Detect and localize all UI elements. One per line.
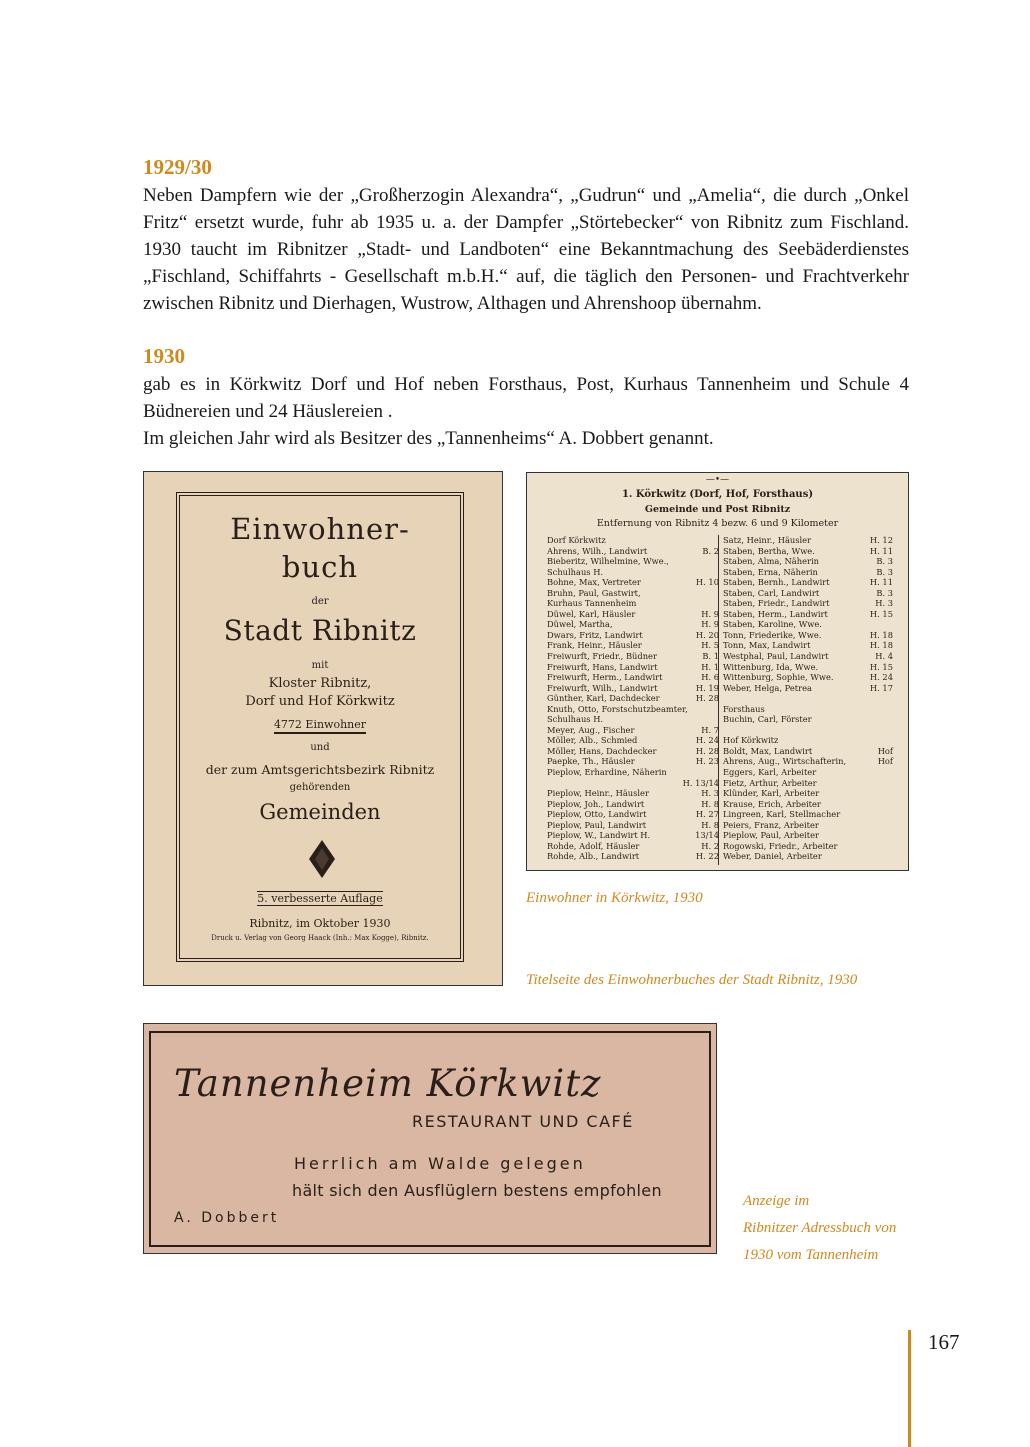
register-entry-house: H. 8 (701, 798, 719, 809)
register-entry (547, 609, 719, 620)
register-entry-name: Kurhaus Tannenheim (547, 598, 637, 609)
register-entry-name: Westphal, Paul, Landwirt (723, 651, 829, 662)
register-entry-name: Dorf Körkwitz (547, 535, 606, 545)
register-entry-name: Fietz, Arthur, Arbeiter (723, 777, 817, 788)
register-entry (723, 546, 893, 557)
caption-ad-line3: 1930 vom Tannenheim (743, 1247, 879, 1263)
register-entry-house: H. 12 (869, 535, 893, 545)
register-entry-name: Staben, Carl, Landwirt (723, 587, 820, 598)
register-entry-name: Paepke, Th., Häusler (547, 756, 635, 767)
page-number-bar (908, 1330, 911, 1447)
ad-subtitle: RESTAURANT UND CAFÉ (412, 1112, 634, 1131)
register-entry-name: Knuth, Otto, Forstschutzbeamter, (547, 703, 688, 714)
register-entry (723, 809, 893, 820)
advertisement-image (143, 1023, 717, 1254)
register-entry-house: H. 24 (695, 735, 719, 746)
register-entry (547, 799, 719, 810)
register-column-left (547, 535, 719, 862)
register-entry-name: Boldt, Max, Landwirt (723, 745, 813, 756)
register-entry-house: H. 8 (701, 819, 719, 830)
register-entry (547, 693, 719, 704)
register-entry (547, 535, 719, 546)
ad-owner: A. Dobbert (174, 1210, 280, 1226)
register-entry-name: Meyer, Aug., Fischer (547, 724, 635, 735)
register-entry (547, 588, 719, 599)
register-entry-house: H. 27 (695, 809, 719, 820)
title-gehoerend: gehörenden (289, 782, 351, 793)
title-mit: mit (311, 660, 329, 671)
register-entry-name: Dwars, Fritz, Landwirt (547, 629, 643, 640)
register-entry-house: H. 28 (695, 693, 719, 704)
register-entry-name: Staben, Herm., Landwirt (723, 608, 828, 619)
ad-line1: Herrlich am Walde gelegen (294, 1154, 586, 1173)
register-header1: 1. Körkwitz (Dorf, Hof, Forsthaus) (621, 489, 814, 500)
register-entry-name: Bohne, Max, Vertreter (547, 577, 641, 588)
register-entry (547, 556, 719, 567)
page-number: 167 (928, 1330, 960, 1354)
register-entry-house: Hof (877, 756, 893, 767)
register-entry-house: H. 7 (701, 724, 719, 735)
register-header3: Entfernung von Ribnitz 4 bezw. 6 und 9 Kilometer (596, 518, 839, 529)
ad-name: Tannenheim Körkwitz (174, 1062, 602, 1105)
register-entry (723, 799, 893, 810)
title-und: und (310, 742, 330, 753)
title-der: der (311, 596, 329, 607)
register-entry (723, 672, 893, 683)
register-entry-name: Rogowski, Friedr., Arbeiter (723, 840, 838, 851)
register-entry (723, 567, 893, 578)
register-entry (547, 683, 719, 694)
caption-ad-line1: Anzeige im (743, 1193, 810, 1209)
register-entry-name: Pieplow, Paul, Landwirt (547, 819, 647, 830)
register-entry (547, 619, 719, 630)
register-entry (723, 788, 893, 799)
register-entry-house: H. 4 (875, 651, 893, 662)
register-entry-name: Rohde, Adolf, Häusler (547, 840, 640, 851)
register-entry (547, 672, 719, 683)
title-page-image (143, 471, 503, 986)
register-entry-house: H. 5 (701, 640, 719, 651)
register-entry-name: Buchin, Carl, Förster (723, 714, 812, 725)
register-entry (723, 630, 893, 641)
register-entry-house: H. 17 (869, 682, 893, 693)
register-entry-name: Staben, Bertha, Wwe. (723, 545, 815, 556)
register-entry (547, 567, 719, 578)
register-entry-name: Pieplow, Joh., Landwirt (547, 798, 645, 809)
register-entry (723, 725, 893, 736)
register-entry-house: B. 2 (702, 545, 719, 556)
register-entry (723, 619, 893, 630)
register-entry (547, 830, 719, 841)
register-entry-name: Staben, Erna, Näherin (723, 566, 818, 577)
register-entry-name: Wittenburg, Sophie, Wwe. (723, 672, 834, 683)
register-entry (723, 598, 893, 609)
register-entry (547, 788, 719, 799)
register-entry-house: H. 3 (875, 598, 893, 609)
register-entry (547, 598, 719, 609)
register-entry-name: Tonn, Max, Landwirt (723, 640, 811, 651)
register-entry-name: Möller, Hans, Dachdecker (547, 745, 657, 756)
register-entry-name: Pieplow, Otto, Landwirt (547, 809, 647, 820)
register-entry-house: H. 3 (701, 788, 719, 799)
register-entry (723, 767, 893, 778)
register-entry (723, 851, 893, 862)
register-entry-name: Ahrens, Aug., Wirtschafterin, (723, 756, 847, 767)
title-gemeinden: Gemeinden (259, 800, 381, 824)
register-entry-name: Düwel, Karl, Häusler (547, 608, 636, 619)
register-entry-house: H. 24 (869, 672, 893, 683)
register-entry (723, 683, 893, 694)
section-heading-1929-30: 1929/30 (143, 155, 212, 179)
register-entry (723, 535, 893, 546)
register-entry-name: Freiwurft, Hans, Landwirt (547, 661, 658, 672)
register-ornament: —•— (705, 475, 730, 485)
register-entry-house: H. 15 (869, 661, 893, 672)
register-entry (547, 630, 719, 641)
title-verlag: Druck u. Verlag von Georg Haack (Inh.: Max Kogge), Ribnitz. (211, 934, 429, 942)
title-dorf: Dorf und Hof Körkwitz (245, 694, 395, 709)
register-entry (547, 704, 719, 715)
title-auflage (180, 892, 460, 905)
register-entry (547, 725, 719, 736)
register-entry (547, 577, 719, 588)
register-entry (547, 820, 719, 831)
register-entry (547, 651, 719, 662)
register-entry (547, 809, 719, 820)
register-entry (723, 756, 893, 767)
caption-title-page: Titelseite des Einwohnerbuches der Stadt Ribnitz, 1930 (526, 972, 858, 988)
register-entry-name: Hof Körkwitz (723, 735, 779, 746)
register-entry (723, 609, 893, 620)
register-entry-house: H. 18 (869, 629, 893, 640)
register-entry-house: B. 3 (876, 556, 893, 567)
register-entry (723, 577, 893, 588)
register-entry-name: Klünder, Karl, Arbeiter (723, 788, 820, 799)
register-entry (547, 735, 719, 746)
register-entry-house: Hof (877, 745, 893, 756)
register-entry (723, 830, 893, 841)
caption-ad (743, 1188, 896, 1269)
paragraph-line1: gab es in Körkwitz Dorf und Hof neben Forsthaus, Post, Kurhaus Tannenheim und Schule 4 Büdnereien und 24 Häuslereien . (143, 374, 909, 422)
register-entry-house: H. 15 (869, 608, 893, 619)
register-entry-house: H. 13/14 (682, 777, 719, 788)
register-entry (547, 778, 719, 789)
register-entry (547, 851, 719, 862)
title-line2: buch (281, 550, 359, 584)
register-entry-house: H. 9 (701, 619, 719, 630)
register-entry-name: Wittenburg, Ida, Wwe. (723, 661, 819, 672)
register-entry (723, 820, 893, 831)
register-entry (723, 841, 893, 852)
register-entry-name: Staben, Alma, Näherin (723, 556, 819, 567)
register-entry-house: H. 19 (695, 682, 719, 693)
register-entry-name: Lingreen, Karl, Stellmacher (723, 809, 841, 820)
register-entry-house: B. 1 (702, 651, 719, 662)
register-entry (723, 640, 893, 651)
title-kloster: Kloster Ribnitz, (268, 676, 372, 691)
register-entry-house: H. 11 (869, 545, 893, 556)
register-entry-house: H. 18 (869, 640, 893, 651)
paragraph: Neben Dampfern wie der „Großherzogin Alexandra“, „Gudrun“ und „Amelia“, die durch „Onkel Fritz“ ersetzt wurde, fuhr ab 1935 u. a. der Dampfer „Störtebecker“ von Ribnitz zum Fischland. 1930 taucht im Ribnitzer „Stadt- und Landboten“ eine Bekanntmachung des Seebäderdienstes „Fischland, Schiffahrts - Gesellschaft m.b.H.“ auf, die täglich den Personen- und Frachtverkehr zwischen Ribnitz und Dierhagen, Wustrow, Althagen und Ahrenshoop übernahm. (143, 185, 909, 314)
register-entry-house: H. 2 (701, 840, 719, 851)
register-entry-name: Ahrens, Wilh., Landwirt (547, 545, 648, 556)
register-entry (723, 778, 893, 789)
caption-register: Einwohner in Körkwitz, 1930 (526, 890, 703, 906)
register-entry-name: Düwel, Martha, (547, 619, 613, 630)
register-entry (723, 735, 893, 746)
register-entry (723, 746, 893, 757)
register-entry (723, 651, 893, 662)
register-entry-house: H. 9 (701, 608, 719, 619)
register-entry (547, 714, 719, 725)
register-entry (723, 662, 893, 673)
register-entry-name: Schulhaus H. (547, 566, 604, 577)
register-entry-house: H. 1 (701, 661, 719, 672)
register-entry (547, 746, 719, 757)
register-entry-name: Freiwurft, Herm., Landwirt (547, 672, 663, 683)
register-entry-name: Freiwurft, Wilh., Landwirt (547, 682, 658, 693)
register-entry-name: Satz, Heinr., Häusler (723, 535, 812, 545)
title-city: Stadt Ribnitz (223, 614, 417, 647)
register-entry (723, 588, 893, 599)
register-column-right (723, 535, 893, 862)
title-line1: Einwohner- (230, 512, 410, 546)
title-amts: der zum Amtsgerichtsbezirk Ribnitz (205, 762, 435, 777)
register-entry-name: Weber, Daniel, Arbeiter (723, 851, 822, 862)
register-entry-name: Weber, Helga, Petrea (723, 682, 812, 693)
title-einwohner (180, 718, 460, 731)
register-entry-name: Staben, Friedr., Landwirt (723, 598, 830, 609)
title-auflage-text: 5. verbesserte Auflage (257, 892, 383, 905)
register-entry-name: Staben, Bernh., Landwirt (723, 577, 830, 588)
register-entry-house: H. 6 (701, 672, 719, 683)
register-entry-name: Pieplow, Erhardine, Näherin (547, 767, 667, 778)
register-entry (547, 640, 719, 651)
register-header2: Gemeinde und Post Ribnitz (644, 504, 791, 515)
register-entry (723, 556, 893, 567)
register-entry-name: Peiers, Franz, Arbeiter (723, 819, 819, 830)
register-entry-house: H. 22 (695, 851, 719, 862)
register-entry-name: Pieplow, Heinr., Häusler (547, 788, 649, 799)
register-entry-name: Schulhaus H. (547, 714, 604, 725)
register-entry-house: H. 11 (869, 577, 893, 588)
register-entry (723, 714, 893, 725)
register-entry (547, 662, 719, 673)
register-entry-house: H. 28 (695, 745, 719, 756)
register-entry-name: Freiwurft, Friedr., Büdner (547, 651, 657, 662)
register-entry-name: Rohde, Alb., Landwirt (547, 851, 640, 862)
register-entry-name: Frank, Heinr., Häusler (547, 640, 642, 651)
diamond-ornament-icon (309, 840, 335, 878)
title-einwohner-text: 4772 Einwohner (274, 718, 366, 734)
register-entry-name: Pieplow, Paul, Arbeiter (723, 830, 819, 841)
register-entry-house: H. 10 (695, 577, 719, 588)
resident-register-image (526, 472, 909, 871)
section-heading-1930: 1930 (143, 344, 185, 368)
register-entry-house: B. 3 (876, 566, 893, 577)
register-entry-name: Tonn, Friederike, Wwe. (723, 629, 822, 640)
register-entry-house: H. 20 (695, 629, 719, 640)
register-entry-name: Günther, Karl, Dachdecker (547, 693, 660, 704)
register-entry-name: Krause, Erich, Arbeiter (723, 798, 821, 809)
register-entry-name: Möller, Alb., Schmied (547, 735, 638, 746)
register-entry (547, 767, 719, 778)
register-entry (547, 756, 719, 767)
register-entry-name: Staben, Karoline, Wwe. (723, 619, 822, 630)
register-entry (547, 546, 719, 557)
section-text-1930 (143, 371, 909, 452)
caption-ad-line2: Ribnitzer Adressbuch von (743, 1220, 897, 1236)
register-entry-name: Bieberitz, Wilhelmine, Wwe., (547, 556, 669, 567)
title-page-frame (176, 492, 464, 962)
title-datum: Ribnitz, im Oktober 1930 (249, 917, 391, 930)
register-entry-name: Eggers, Karl, Arbeiter (723, 767, 817, 778)
register-entry-name: Forsthaus (723, 703, 765, 714)
register-entry-house: 13/14 (695, 830, 719, 841)
section-text-1929-30 (143, 182, 909, 317)
register-entry (723, 693, 893, 704)
register-entry-house: B. 3 (876, 587, 893, 598)
register-entry-house: H. 23 (695, 756, 719, 767)
register-entry (547, 841, 719, 852)
ad-line2: hält sich den Ausflüglern bestens empfohlen (292, 1181, 662, 1200)
paragraph-line2: Im gleichen Jahr wird als Besitzer des „Tannenheims“ A. Dobbert genannt. (143, 428, 714, 449)
register-entry (723, 704, 893, 715)
register-entry-name: Pieplow, W., Landwirt H. (547, 830, 651, 841)
register-entry-name: Bruhn, Paul, Gastwirt, (547, 587, 641, 598)
